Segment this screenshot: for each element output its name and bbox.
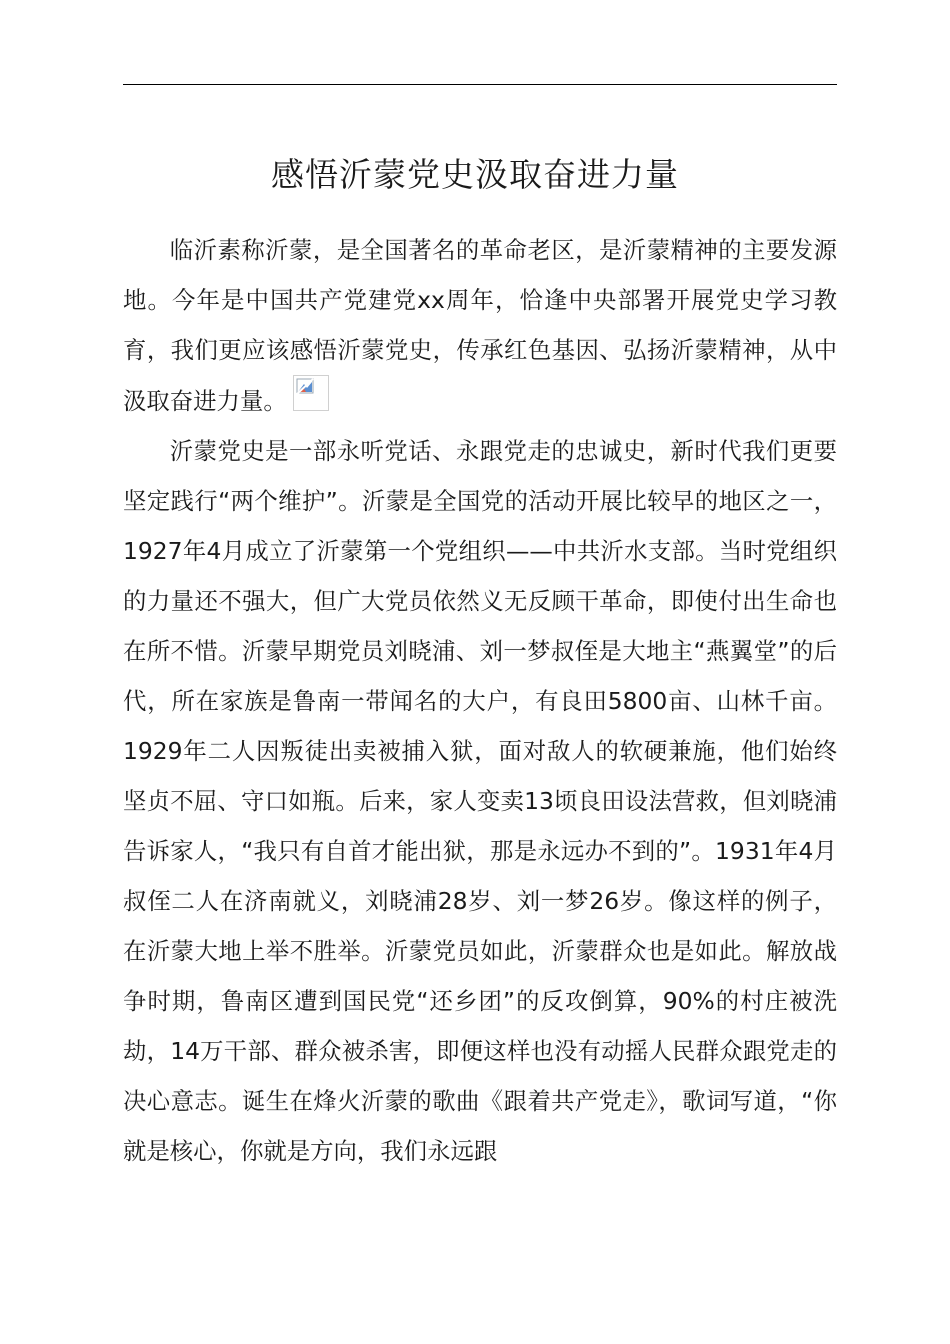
paragraph-1-text: 临沂素称沂蒙，是全国著名的革命老区，是沂蒙精神的主要发源地。今年是中国共产党建党xx周年，恰逢中央部署开展党史学习教育，我们更应该感悟沂蒙党史，传承红色基因、弘扬沂蒙精神，从中汲取奋进力量。 [123, 236, 837, 415]
paragraph-1 [123, 225, 837, 426]
document-body [123, 225, 837, 1176]
document-title: 感悟沂蒙党史汲取奋进力量 [271, 155, 679, 194]
broken-image-icon [293, 375, 329, 411]
paragraph-2: 沂蒙党史是一部永听党话、永跟党走的忠诚史，新时代我们更要坚定践行“两个维护”。沂蒙是全国党的活动开展比较早的地区之一，1927年4月成立了沂蒙第一个党组织——中共沂水支部。当时党组织的力量还不强大，但广大党员依然义无反顾干革命，即使付出生命也在所不惜。沂蒙早期党员刘晓浦、刘一梦叔侄是大地主“燕翼堂”的后代，所在家族是鲁南一带闻名的大户，有良田5800亩、山林千亩。1929年二人因叛徒出卖被捕入狱，面对敌人的软硬兼施，他们始终坚贞不屈、守口如瓶。后来，家人变卖13顷良田设法营救，但刘晓浦告诉家人，“我只有自首才能出狱，那是永远办不到的”。1931年4月叔侄二人在济南就义，刘晓浦28岁、刘一梦26岁。像这样的例子，在沂蒙大地上举不胜举。沂蒙党员如此，沂蒙群众也是如此。解放战争时期，鲁南区遭到国民党“还乡团”的反攻倒算，90%的村庄被洗劫，14万干部、群众被杀害，即便这样也没有动摇人民群众跟党走的决心意志。诞生在烽火沂蒙的歌曲《跟着共产党走》，歌词写道，“你就是核心，你就是方向，我们永远跟 [123, 437, 837, 1165]
header-rule [123, 84, 837, 85]
